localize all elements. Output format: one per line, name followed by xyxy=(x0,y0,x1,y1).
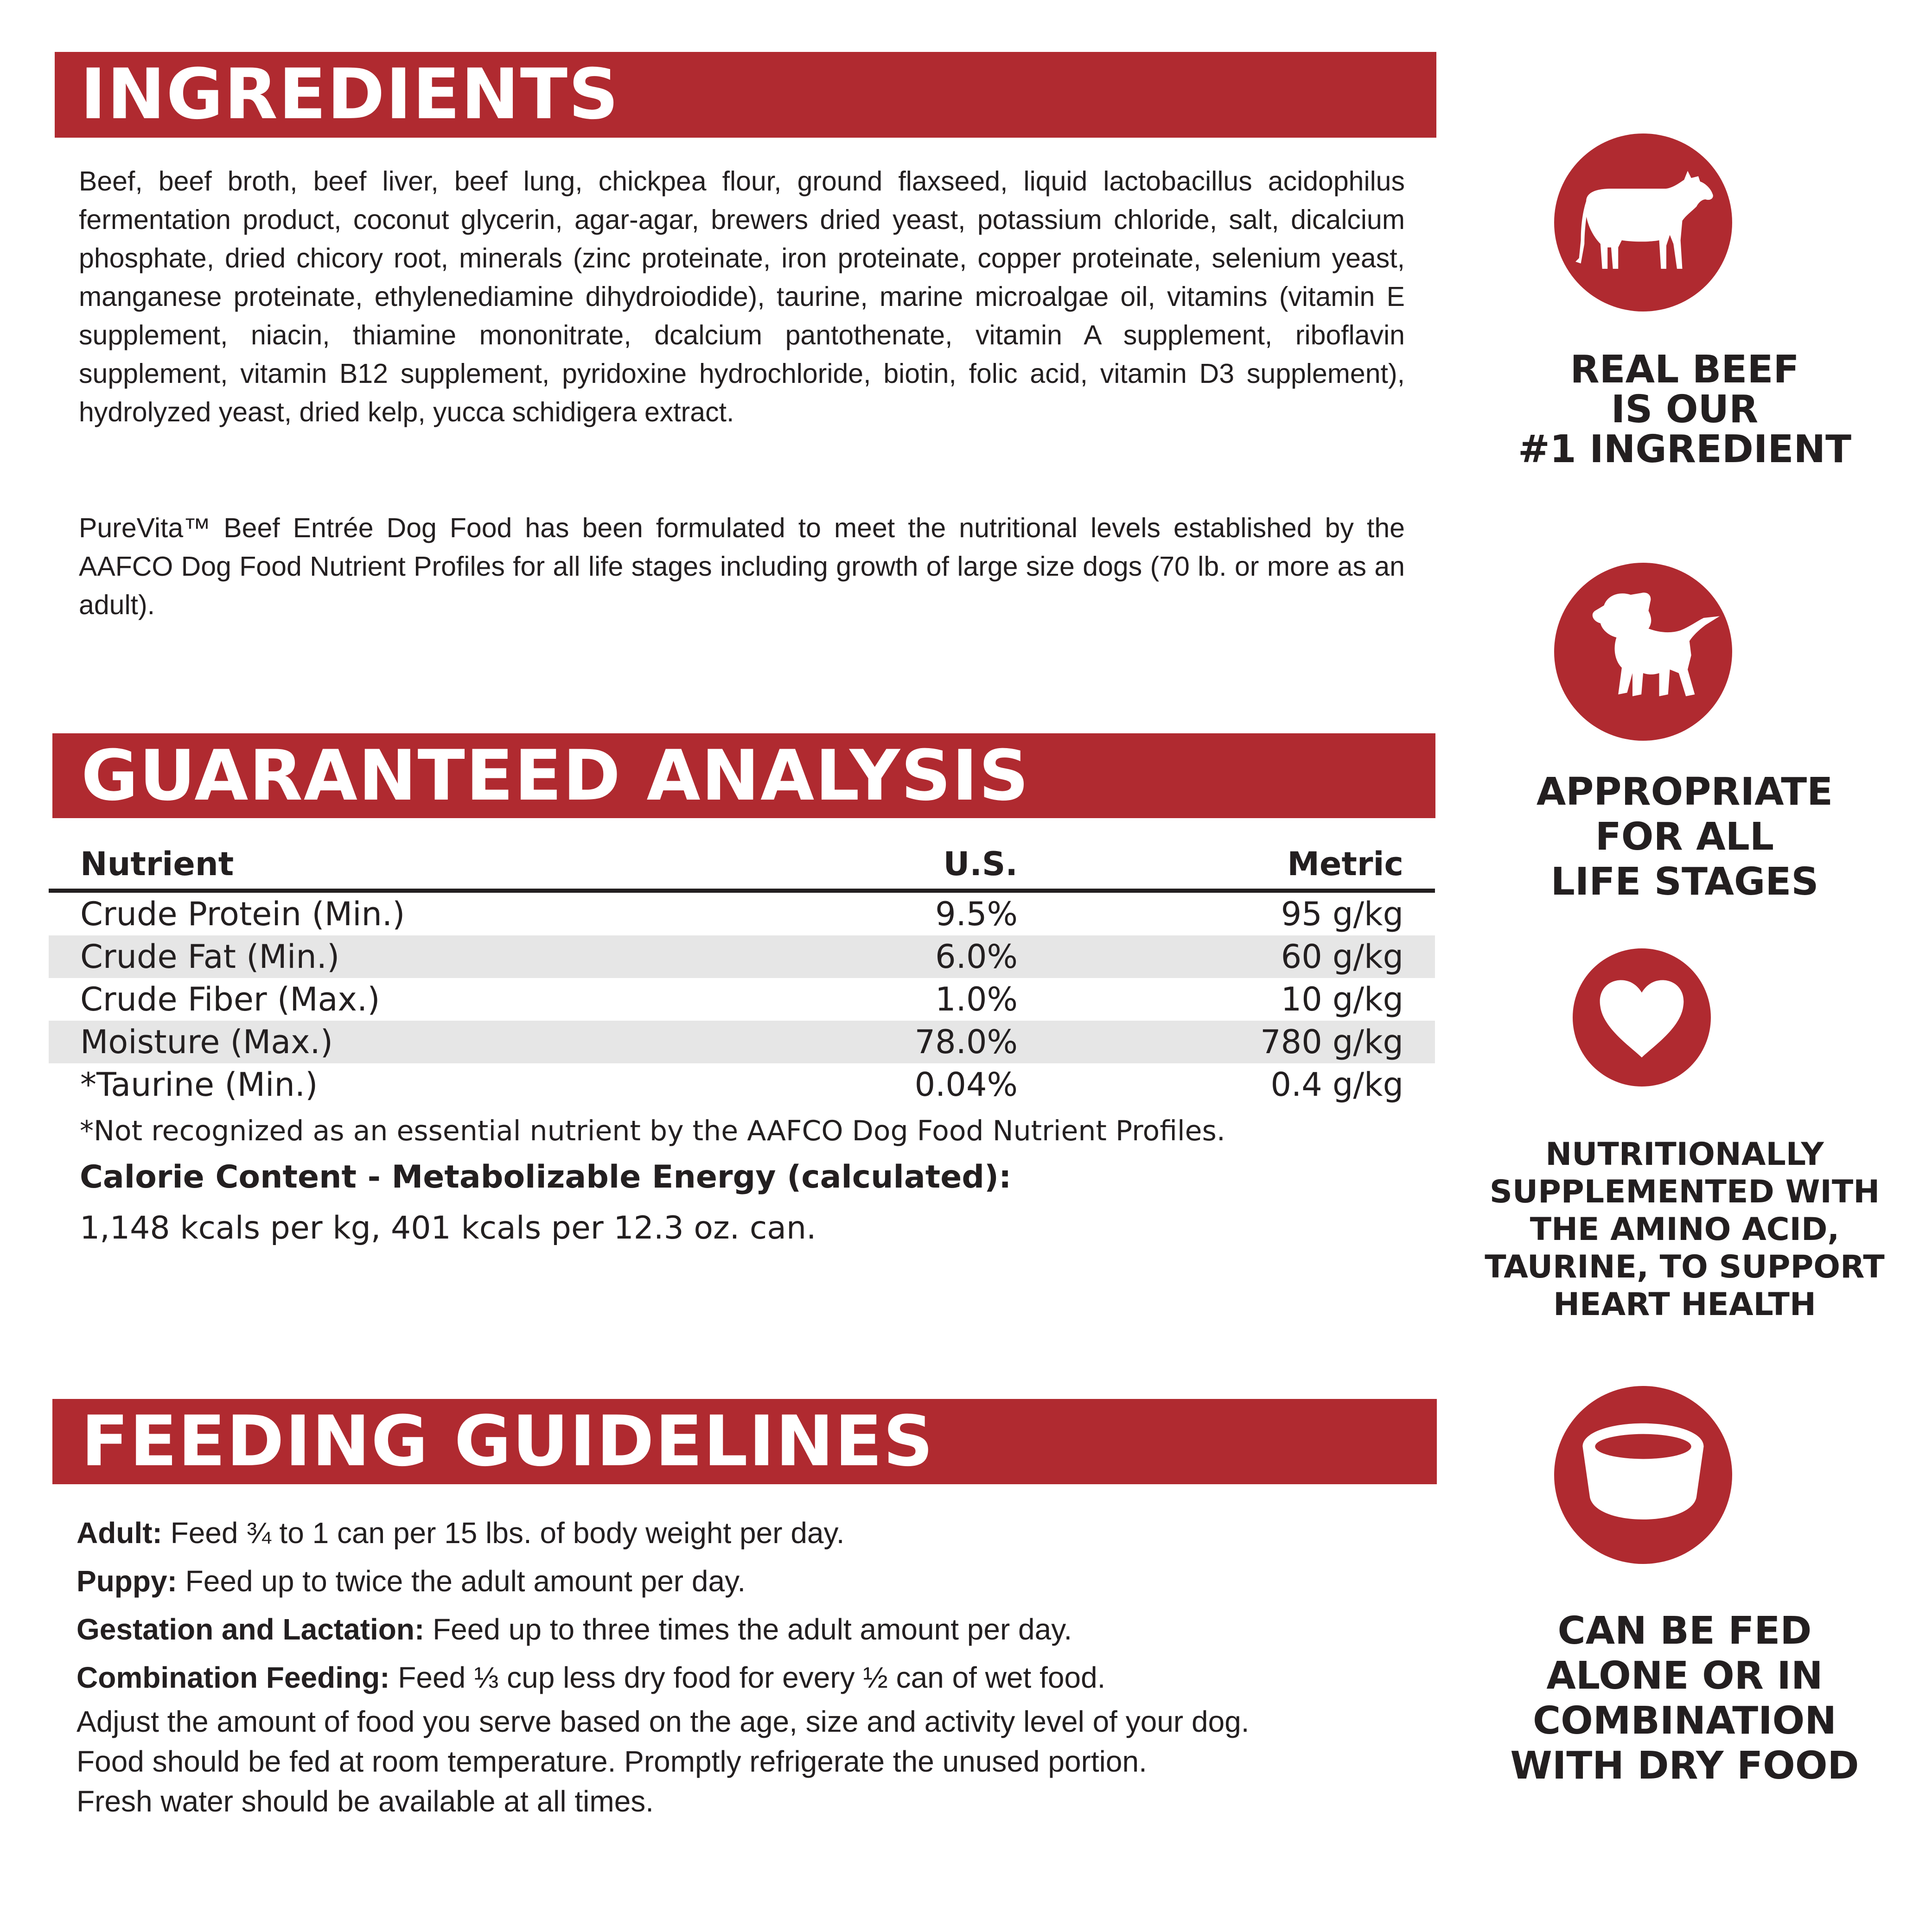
table-row xyxy=(49,1063,1435,1106)
feeding-text: Feed ⅓ cup less dry food for every ½ can of wet food. xyxy=(389,1661,1106,1694)
feeding-item-adult xyxy=(77,1509,1444,1557)
table-row xyxy=(49,978,1435,1021)
nutrient-name: Crude Protein (Min.) xyxy=(80,895,405,933)
claim-taurine xyxy=(1437,1136,1932,1323)
claim-line: FOR ALL xyxy=(1595,815,1774,859)
claim-line: CAN BE FED xyxy=(1557,1609,1812,1653)
claim-line: NUTRITIONALLY xyxy=(1545,1136,1824,1173)
claim-line: APPROPRIATE xyxy=(1536,770,1833,814)
claim-line: SUPPLEMENTED WITH xyxy=(1489,1174,1880,1210)
claim-real-beef xyxy=(1437,350,1932,470)
claim-line: #1 INGREDIENT xyxy=(1518,427,1852,471)
nutrient-metric-value: 0.4 g/kg xyxy=(1270,1066,1403,1104)
analysis-banner xyxy=(52,733,1435,818)
nutrient-metric-value: 95 g/kg xyxy=(1281,895,1403,933)
column-header-us: U.S. xyxy=(943,845,1018,883)
feeding-text: Feed ¾ to 1 can per 15 lbs. of body weight per day. xyxy=(162,1516,845,1550)
nutrient-us-value: 1.0% xyxy=(935,980,1018,1018)
analysis-table-header xyxy=(49,840,1435,893)
nutrient-us-value: 78.0% xyxy=(914,1023,1018,1061)
feeding-label: Adult: xyxy=(77,1516,162,1550)
table-row xyxy=(49,1021,1435,1063)
table-row xyxy=(49,935,1435,978)
feeding-label: Combination Feeding: xyxy=(77,1661,390,1694)
nutrient-us-value: 0.04% xyxy=(914,1066,1018,1104)
nutrient-name: Crude Fiber (Max.) xyxy=(80,980,380,1018)
nutrient-name: *Taurine (Min.) xyxy=(80,1066,318,1104)
column-header-metric: Metric xyxy=(1287,845,1403,883)
nutrient-metric-value: 780 g/kg xyxy=(1260,1023,1403,1061)
claim-line: WITH DRY FOOD xyxy=(1510,1744,1859,1788)
claim-line: THE AMINO ACID, xyxy=(1530,1211,1840,1248)
feeding-item-puppy xyxy=(77,1557,1444,1605)
feeding-note: Fresh water should be available at all times. xyxy=(77,1785,654,1818)
analysis-heading: GUARANTEED ANALYSIS xyxy=(81,736,1030,816)
nutrient-metric-value: 10 g/kg xyxy=(1281,980,1403,1018)
nutrient-name: Moisture (Max.) xyxy=(80,1023,333,1061)
nutrient-us-value: 6.0% xyxy=(935,938,1018,976)
nutrient-us-value: 9.5% xyxy=(935,895,1018,933)
heart-icon xyxy=(1573,948,1711,1087)
calorie-content-title: Calorie Content - Metabolizable Energy (calculated): xyxy=(80,1159,1012,1195)
calorie-content-value: 1,148 kcals per kg, 401 kcals per 12.3 oz. can. xyxy=(80,1210,816,1246)
puppy-icon xyxy=(1554,563,1732,741)
claim-line: HEART HEALTH xyxy=(1553,1286,1816,1323)
claim-life-stages xyxy=(1437,769,1932,904)
analysis-table xyxy=(49,840,1435,1106)
ingredients-banner xyxy=(55,52,1436,138)
analysis-footnote: *Not recognized as an essential nutrient by the AAFCO Dog Food Nutrient Profiles. xyxy=(80,1115,1225,1147)
claim-line: IS OUR xyxy=(1611,388,1759,432)
feeding-label: Puppy: xyxy=(77,1564,177,1598)
claim-line: COMBINATION xyxy=(1533,1699,1836,1743)
nutrient-metric-value: 60 g/kg xyxy=(1281,938,1403,976)
ingredients-list: Beef, beef broth, beef liver, beef lung, chickpea flour, ground flaxseed, liquid lactobacillus acidophilus fermentation product, coconut glycerin, agar-agar, brewers dried yeast, potassium chloride, salt, dicalcium phosphate, dried chicory root, minerals (zinc proteinate, iron proteinate, copper proteinate, selenium yeast, manganese proteinate, ethylenediamine dihydroiodide), taurine, marine microalgae oil, vitamins (vitamin E supplement, niacin, thiamine mononitrate, dcalcium pantothenate, vitamin A supplement, riboflavin supplement, vitamin B12 supplement, pyridoxine hydrochloride, biotin, folic acid, vitamin D3 supplement), hydrolyzed yeast, dried kelp, yucca schidigera extract. xyxy=(79,166,1405,427)
feeding-item-gestation xyxy=(77,1605,1444,1653)
feeding-heading: FEEDING GUIDELINES xyxy=(81,1401,934,1482)
feeding-item-combination xyxy=(77,1653,1444,1702)
feeding-note: Food should be fed at room temperature. Promptly refrigerate the unused portion. xyxy=(77,1745,1147,1778)
feeding-text: Feed up to three times the adult amount per day. xyxy=(424,1613,1072,1646)
feeding-banner xyxy=(52,1399,1437,1484)
claim-line: TAURINE, TO SUPPORT xyxy=(1485,1249,1885,1285)
feeding-guidelines xyxy=(77,1509,1444,1821)
feeding-text: Feed up to twice the adult amount per day. xyxy=(177,1564,746,1598)
nutrient-name: Crude Fat (Min.) xyxy=(80,938,340,976)
column-header-nutrient: Nutrient xyxy=(80,845,234,883)
feeding-label: Gestation and Lactation: xyxy=(77,1613,425,1646)
bowl-icon xyxy=(1554,1386,1732,1564)
ingredients-heading: INGREDIENTS xyxy=(80,54,620,135)
cow-icon xyxy=(1554,133,1732,311)
claim-combination xyxy=(1437,1608,1932,1788)
feeding-note: Adjust the amount of food you serve based on the age, size and activity level of your dog. xyxy=(77,1705,1250,1738)
claim-line: REAL BEEF xyxy=(1570,348,1799,392)
table-row xyxy=(49,893,1435,935)
claim-line: ALONE OR IN xyxy=(1546,1654,1823,1698)
formulation-statement: PureVita™ Beef Entrée Dog Food has been formulated to meet the nutritional levels established by the AAFCO Dog Food Nutrient Profiles for all life stages including growth of large size dogs (70 lb. or more as an adult). xyxy=(79,513,1405,620)
claim-line: LIFE STAGES xyxy=(1550,860,1819,904)
